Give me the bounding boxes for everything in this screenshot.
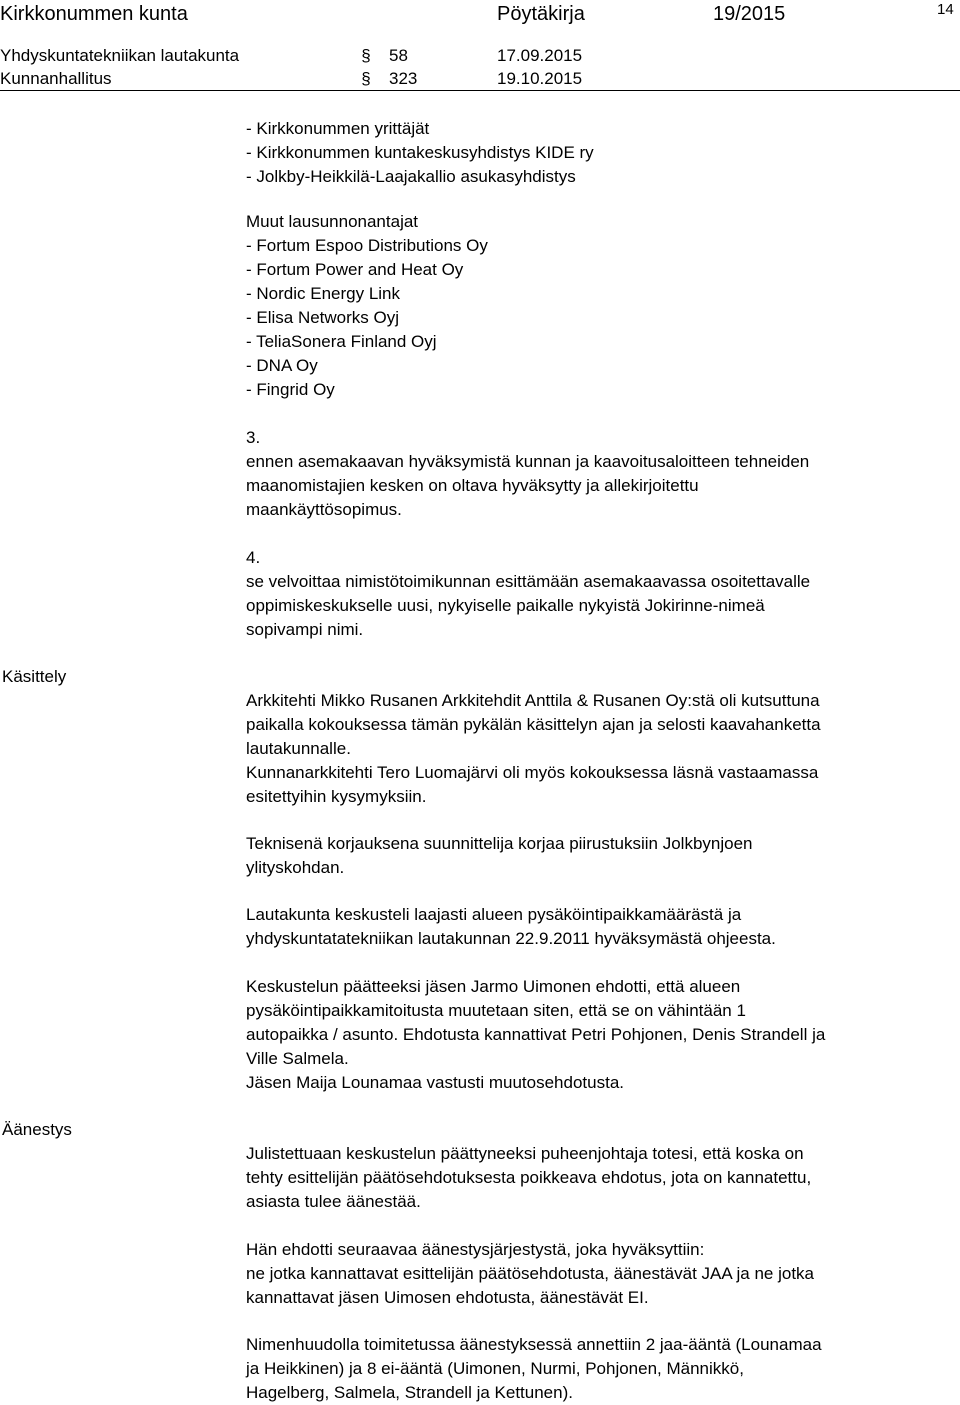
section-number: 323 <box>389 69 418 88</box>
text-line: autopaikka / asunto. Ehdotusta kannattivat Petri Pohjonen, Denis Strandell ja <box>246 1025 826 1044</box>
point-4 <box>246 546 956 642</box>
list-item: - TeliaSonera Finland Oyj <box>246 332 437 351</box>
text-line: se velvoittaa nimistötoimikunnan esittämään asemakaavassa osoitettavalle <box>246 572 811 591</box>
list-item: - DNA Oy <box>246 356 318 375</box>
text-line: sopivampi nimi. <box>246 620 364 639</box>
text-line: maanomistajien kesken on oltava hyväksytty ja allekirjoitettu <box>246 476 699 495</box>
document-number: 19/2015 <box>713 3 786 25</box>
point-number: 3. <box>246 428 261 447</box>
text-line: lautakunnalle. <box>246 739 351 758</box>
voting-paragraph <box>246 1333 956 1405</box>
point-3 <box>246 426 956 522</box>
section-icon: § <box>361 69 371 88</box>
point-number: 4. <box>246 548 261 567</box>
text-line: Kunnanarkkitehti Tero Luomajärvi oli myös kokouksessa läsnä vastaamassa <box>246 763 819 782</box>
text-line: oppimiskeskukselle uusi, nykyiselle paikalle nykyistä Jokirinne-nimeä <box>246 596 765 615</box>
other-commenters <box>246 210 956 402</box>
section-number: 58 <box>389 46 408 65</box>
text-line: Arkkitehti Mikko Rusanen Arkkitehdit Anttila & Rusanen Oy:stä oli kutsuttuna <box>246 691 820 710</box>
meeting-date: 17.09.2015 <box>497 46 583 65</box>
text-line: Julistettuaan keskustelun päättyneeksi puheenjohtaja totesi, että koska on <box>246 1144 804 1163</box>
text-line: Ville Salmela. <box>246 1049 349 1068</box>
text-line: esitettyihin kysymyksiin. <box>246 787 427 806</box>
voting-paragraph <box>246 1238 956 1310</box>
text-line: Jäsen Maija Lounamaa vastusti muutosehdotusta. <box>246 1073 625 1092</box>
list-item: - Kirkkonummen yrittäjät <box>246 119 430 138</box>
text-line: maankäyttösopimus. <box>246 500 402 519</box>
list-item: - Fortum Espoo Distributions Oy <box>246 236 488 255</box>
other-commenters-heading: Muut lausunnonantajat <box>246 212 419 231</box>
list-item: - Nordic Energy Link <box>246 284 401 303</box>
page-number: 14 <box>937 1 954 18</box>
list-item: - Elisa Networks Oyj <box>246 308 400 327</box>
text-line: Teknisenä korjauksena suunnittelija korjaa piirustuksiin Jolkbynjoen <box>246 834 753 853</box>
header-divider <box>0 90 960 91</box>
text-line: ennen asemakaavan hyväksymistä kunnan ja kaavoitusaloitteen tehneiden <box>246 452 810 471</box>
text-line: yhdyskuntatatekniikan lautakunnan 22.9.2011 hyväksymästä ohjeesta. <box>246 929 776 948</box>
list-item: - Kirkkonummen kuntakeskusyhdistys KIDE ry <box>246 143 594 162</box>
section-icon: § <box>361 46 371 65</box>
text-line: asiasta tulee äänestää. <box>246 1192 421 1211</box>
text-line: ja Heikkinen) ja 8 ei-ääntä (Uimonen, Nurmi, Pohjonen, Männikkö, <box>246 1359 744 1378</box>
handling-paragraph <box>246 903 956 951</box>
meeting-body: Kunnanhallitus <box>0 69 112 88</box>
text-line: pysäköintipaikkamitoitusta muutetaan siten, että se on vähintään 1 <box>246 1001 746 1020</box>
text-line: kannattavat jäsen Uimosen ehdotusta, äänestävät EI. <box>246 1288 649 1307</box>
list-item: - Jolkby-Heikkilä-Laajakallio asukasyhdistys <box>246 167 576 186</box>
list-item: - Fortum Power and Heat Oy <box>246 260 464 279</box>
text-line: Lautakunta keskusteli laajasti alueen pysäköintipaikkamäärästä ja <box>246 905 742 924</box>
text-line: ylityskohdan. <box>246 858 345 877</box>
handling-paragraph <box>246 689 956 809</box>
text-line: Hagelberg, Salmela, Strandell ja Kettunen). <box>246 1383 573 1402</box>
voting-paragraph <box>246 1142 956 1214</box>
meeting-date: 19.10.2015 <box>497 69 583 88</box>
text-line: Nimenhuudolla toimitetussa äänestyksessä annettiin 2 jaa-ääntä (Lounamaa <box>246 1335 822 1354</box>
handling-paragraph <box>246 975 956 1095</box>
municipality-name: Kirkkonummen kunta <box>0 3 188 25</box>
voting-label: Äänestys <box>2 1120 72 1139</box>
handling-paragraph <box>246 832 956 880</box>
list-item: - Fingrid Oy <box>246 380 335 399</box>
text-line: tehty esittelijän päätösehdotuksesta poikkeava ehdotus, jota on kannatettu, <box>246 1168 812 1187</box>
text-line: ne jotka kannattavat esittelijän päätösehdotusta, äänestävät JAA ja ne jotka <box>246 1264 814 1283</box>
text-line: Hän ehdotti seuraavaa äänestysjärjestystä, joka hyväksyttiin: <box>246 1240 705 1259</box>
document-type: Pöytäkirja <box>497 3 585 25</box>
text-line: paikalla kokouksessa tämän pykälän käsittelyn ajan ja selosti kaavahanketta <box>246 715 821 734</box>
meeting-body: Yhdyskuntatekniikan lautakunta <box>0 46 240 65</box>
handling-label: Käsittely <box>2 667 67 686</box>
stakeholder-list <box>246 117 956 189</box>
text-line: Keskustelun päätteeksi jäsen Jarmo Uimonen ehdotti, että alueen <box>246 977 741 996</box>
